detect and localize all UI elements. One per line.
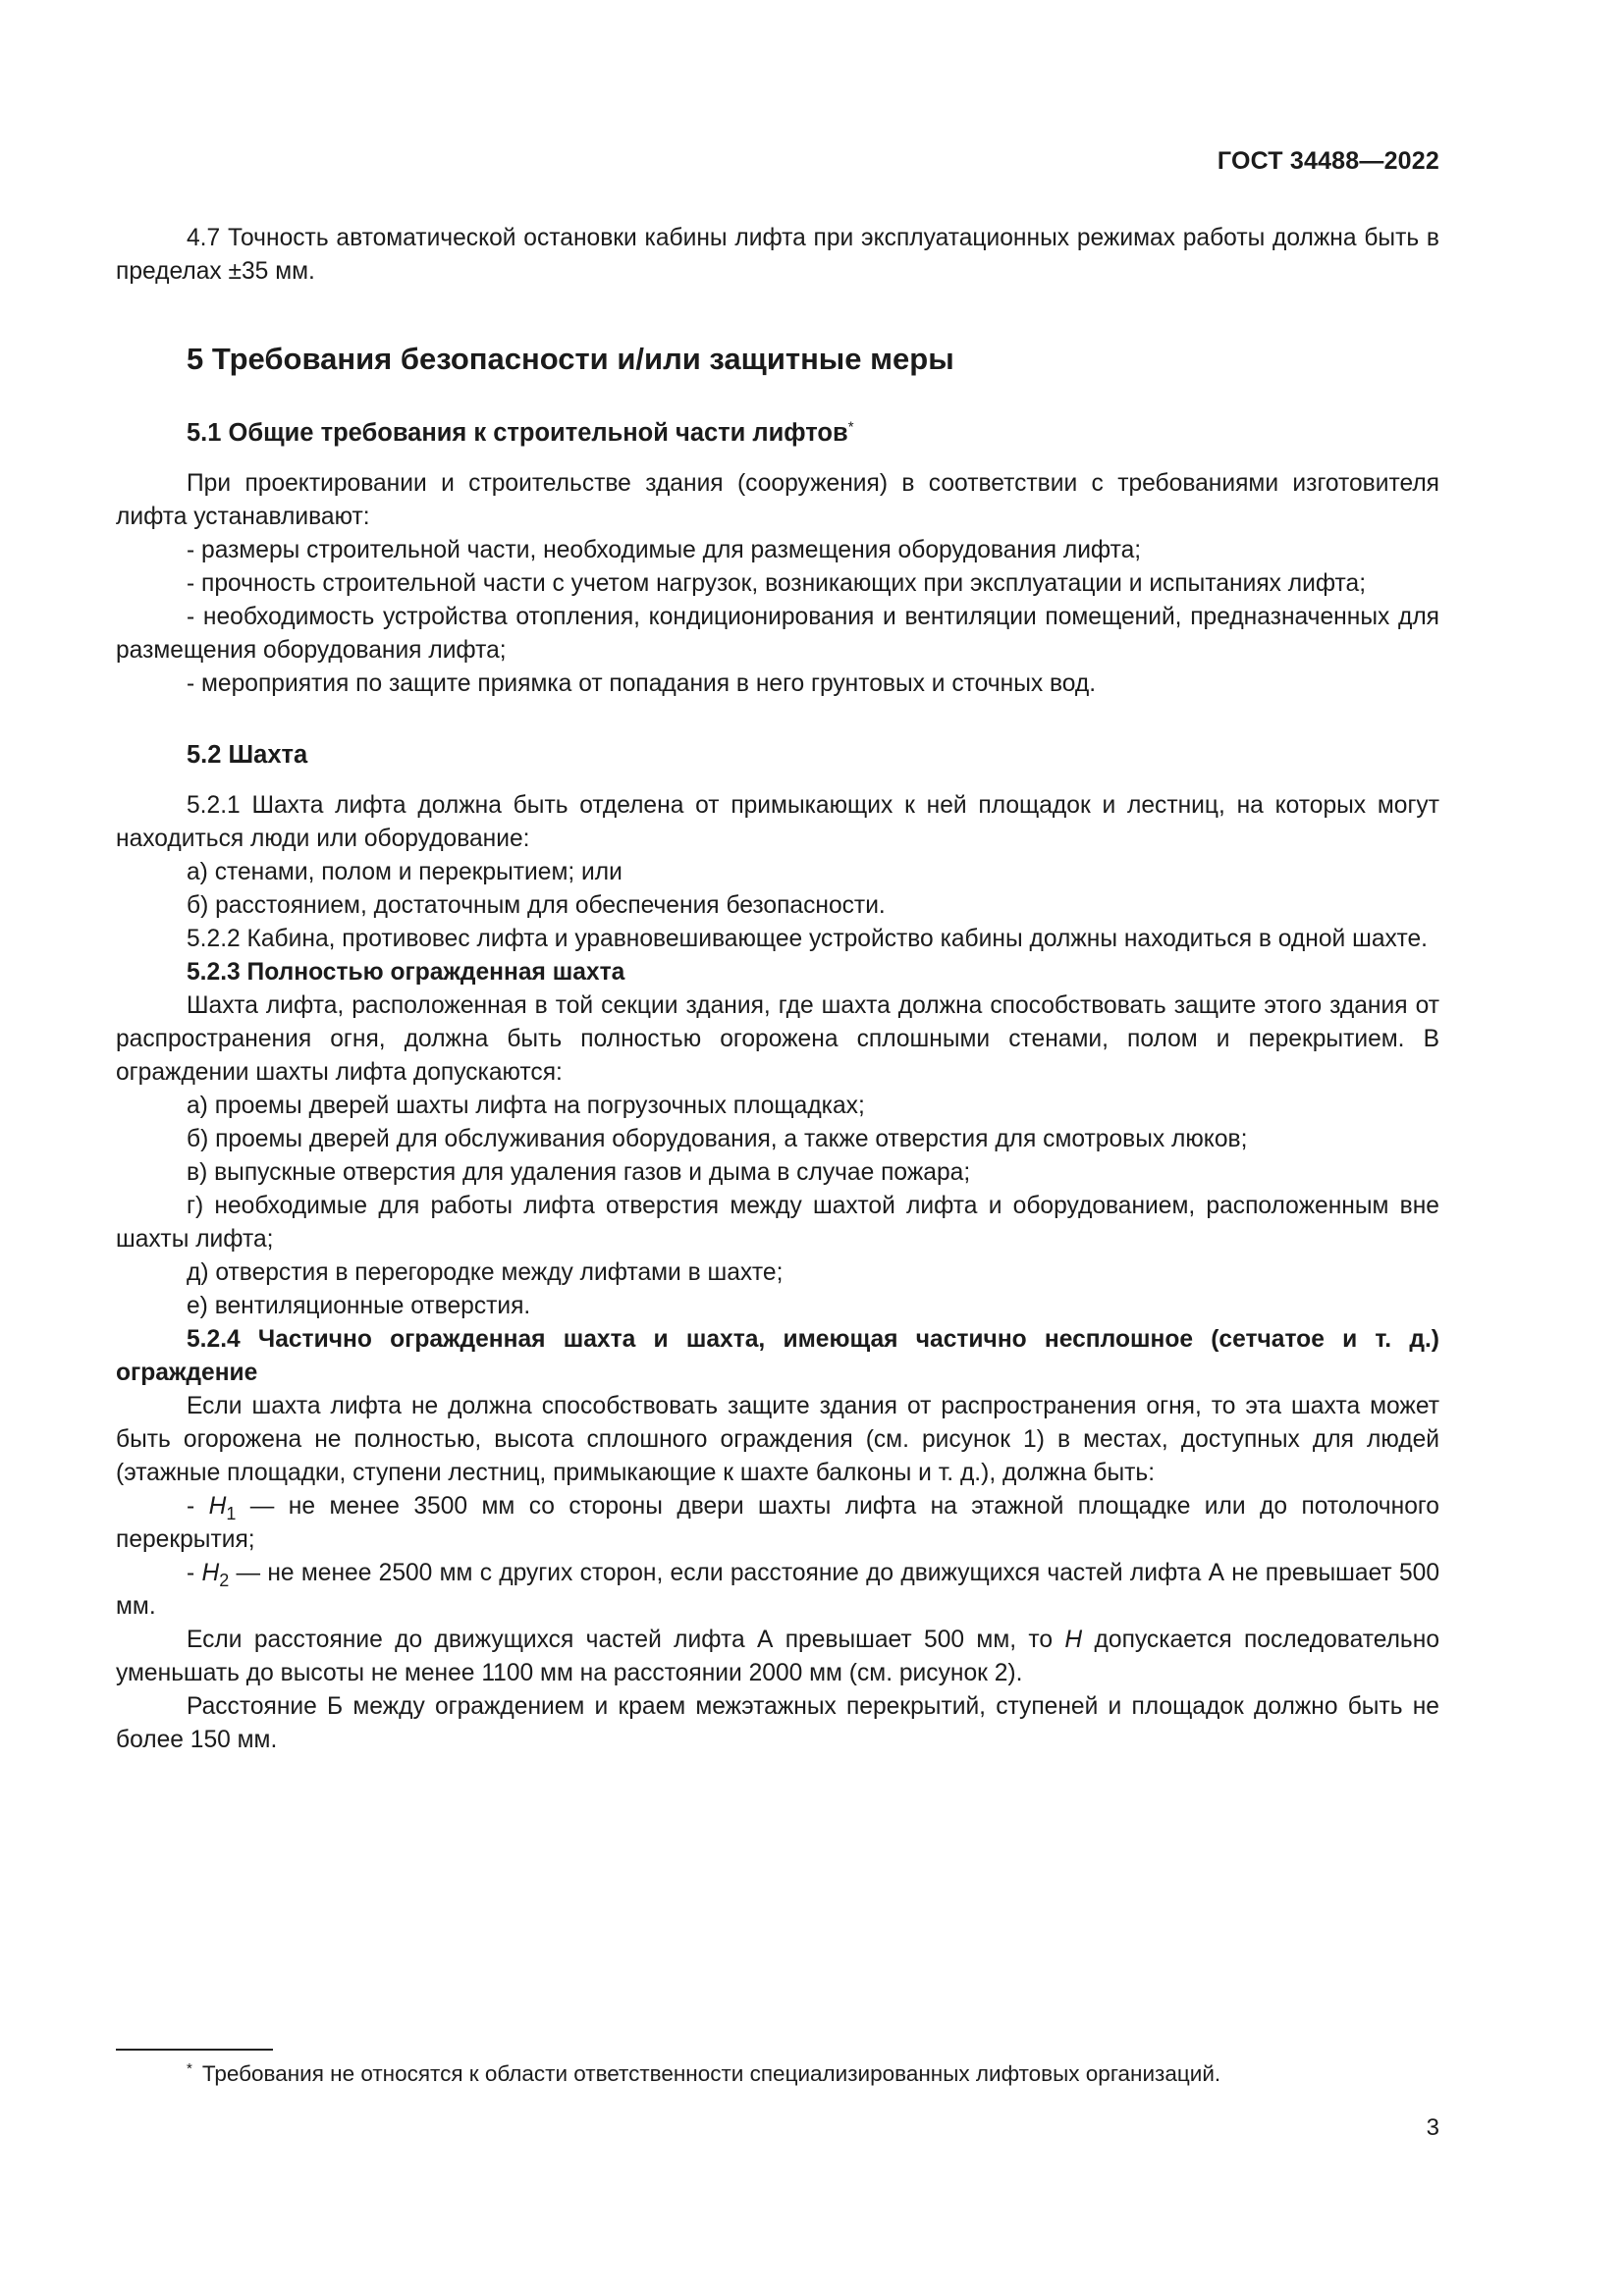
section-5-1-title [116, 416, 1439, 450]
dash: - [187, 1560, 202, 1586]
variable-h: H [1064, 1627, 1083, 1653]
variable-h2 [201, 1560, 230, 1590]
paragraph-distance-b: Расстояние Б между ограждением и краем межэтажных перекрытий, ступеней и площадок должно быть не более 150 мм. [116, 1693, 1439, 1753]
list-item: а) стенами, полом и перекрытием; или [187, 859, 623, 885]
list-item: е) вентиляционные отверстия. [187, 1293, 531, 1319]
variable-letter: H [201, 1560, 220, 1586]
paragraph-5-1-intro: При проектировании и строительстве здания (сооружения) в соответствии с требованиями изготовителя лифта устанавливают: [116, 470, 1439, 530]
footnote-mark: * [187, 2059, 192, 2077]
section-5-2-title: 5.2 Шахта [187, 741, 308, 769]
footnote-text: Требования не относятся к области ответственности специализированных лифтовых организаций. [201, 2061, 1221, 2086]
subsection-5-2-3-title: 5.2.3 Полностью огражденная шахта [187, 959, 625, 986]
variable-h1 [208, 1493, 237, 1523]
text-part: допускается последовательно уменьшать до высоты не менее 1100 мм на расстоянии 2000 мм (см. рисунок 2). [116, 1627, 1439, 1686]
list-item: г) необходимые для работы лифта отверстия между шахтой лифта и оборудованием, расположенным вне шахты лифта; [116, 1193, 1439, 1253]
variable-letter: H [208, 1493, 227, 1520]
paragraph-5-2-4: Если шахта лифта не должна способствовать защите здания от распространения огня, то эта шахта может быть огорожена не полностью, высота сплошного ограждения (см. рисунок 1) в местах, доступных для людей (этажные площадки, ступени лестниц, примыкающие к шахте балконы и т. д.), должна быть: [116, 1393, 1439, 1486]
paragraph-5-2-1: 5.2.1 Шахта лифта должна быть отделена от примыкающих к ней площадок и лестниц, на которых могут находиться люди или оборудование: [116, 792, 1439, 852]
subsection-5-2-4-title: 5.2.4 Частично огражденная шахта и шахта, имеющая частично несплошное (сетчатое и т. д.) ограждение [116, 1326, 1439, 1386]
list-item: а) проемы дверей шахты лифта на погрузочных площадках; [187, 1093, 865, 1119]
list-item-h2 [116, 1557, 1439, 1624]
text-part: Если расстояние до движущихся частей лифта А превышает 500 мм, то [187, 1627, 1065, 1653]
footnote [116, 2059, 1439, 2089]
list-item: б) проемы дверей для обслуживания оборудования, а также отверстия для смотровых люков; [187, 1126, 1248, 1152]
list-item: - размеры строительной части, необходимые для размещения оборудования лифта; [187, 537, 1142, 563]
list-item-h1 [116, 1490, 1439, 1557]
paragraph-4-7: 4.7 Точность автоматической остановки кабины лифта при эксплуатационных режимах работы должна быть в пределах ±35 мм. [116, 225, 1439, 285]
list-item: - мероприятия по защите приямка от попадания в него грунтовых и сточных вод. [187, 670, 1097, 697]
list-item: - необходимость устройства отопления, кондиционирования и вентиляции помещений, предназначенных для размещения оборудования лифта; [116, 604, 1439, 664]
variable-subscript: 2 [219, 1570, 230, 1590]
list-item: в) выпускные отверстия для удаления газов и дыма в случае пожара; [187, 1159, 971, 1186]
section-5-1-title-text: 5.1 Общие требования к строительной части лифтов [187, 419, 848, 447]
footnote-divider [116, 2049, 273, 2051]
list-item-text: — не менее 3500 мм со стороны двери шахты лифта на этажной площадке или до потолочного перекрытия; [116, 1493, 1439, 1553]
section-5-title: 5 Требования безопасности и/или защитные меры [187, 342, 954, 376]
document-body [116, 222, 1439, 1757]
paragraph-5-2-2: 5.2.2 Кабина, противовес лифта и уравновешивающее устройство кабины должны находиться в одной шахте. [187, 926, 1429, 952]
paragraph-5-2-3: Шахта лифта, расположенная в той секции здания, где шахта должна способствовать защите этого здания от распространения огня, должна быть полностью огорожена сплошными стенами, полом и перекрытием. В ограждении шахты лифта допускаются: [116, 992, 1439, 1086]
list-item-text: — не менее 2500 мм с других сторон, если расстояние до движущихся частей лифта А не превышает 500 мм. [116, 1560, 1439, 1620]
list-item: - прочность строительной части с учетом нагрузок, возникающих при эксплуатации и испытаниях лифта; [187, 570, 1367, 597]
page-number: 3 [1426, 2114, 1439, 2141]
list-item: д) отверстия в перегородке между лифтами в шахте; [187, 1259, 784, 1286]
dash: - [187, 1493, 209, 1520]
variable-subscript: 1 [226, 1503, 237, 1523]
paragraph-h-reduction [116, 1624, 1439, 1690]
footnote-ref: * [847, 418, 854, 436]
document-code: ГОСТ 34488—2022 [1217, 147, 1439, 175]
list-item: б) расстоянием, достаточным для обеспечения безопасности. [187, 892, 886, 919]
